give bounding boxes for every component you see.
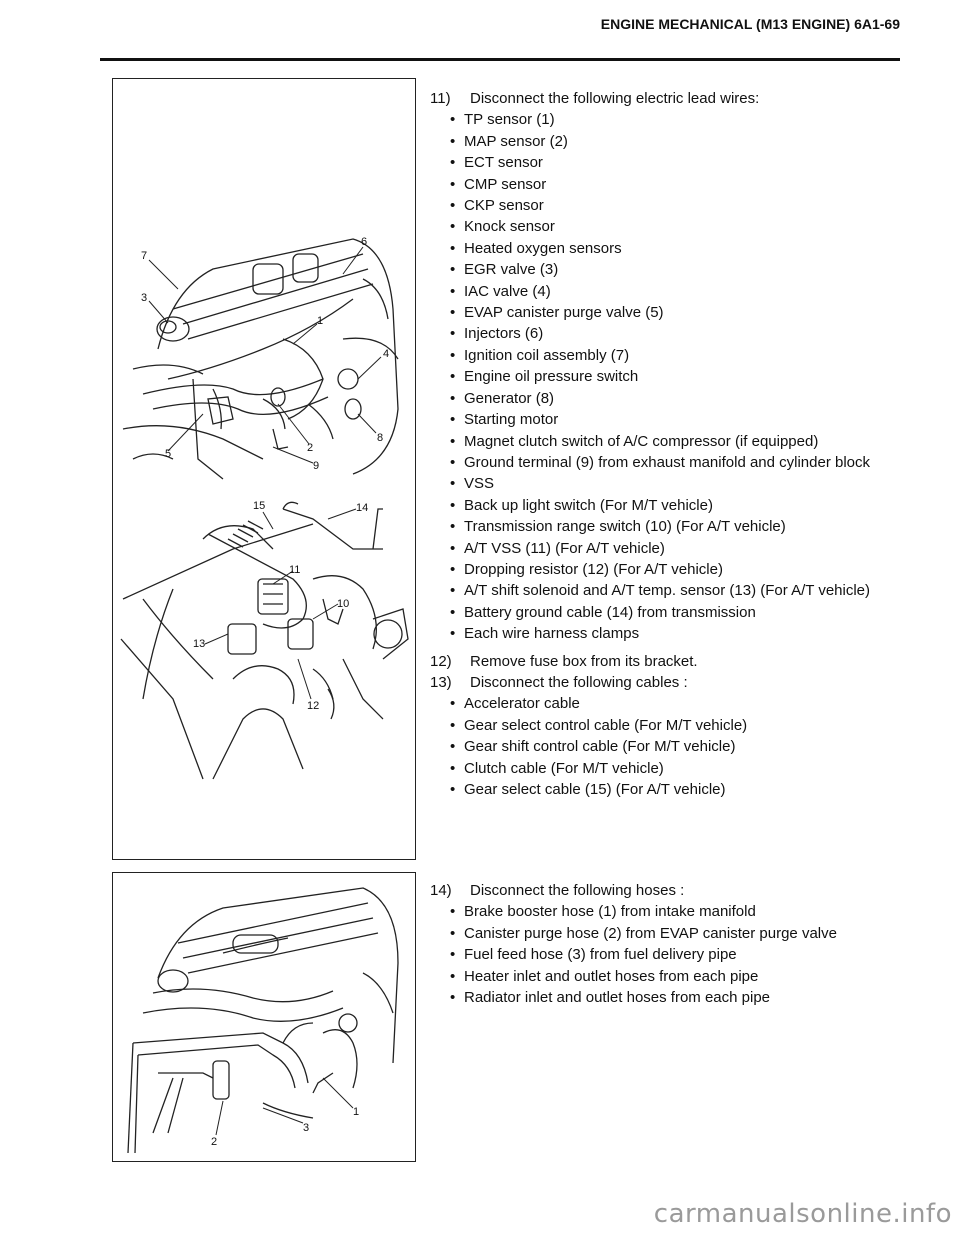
callout-15: 15 (253, 500, 266, 512)
list-item: • Canister purge hose (2) from EVAP canister purge valve (450, 923, 900, 944)
list-item: • Dropping resistor (12) (For A/T vehicle) (450, 559, 900, 580)
callout-14: 14 (356, 502, 369, 514)
step-number: 13) (430, 673, 452, 691)
callout-3: 3 (141, 292, 148, 304)
step-text: Disconnect the following hoses : (470, 882, 685, 899)
callout-3: 3 (303, 1122, 310, 1134)
list-item: • Starting motor (450, 409, 900, 430)
step-14-list (430, 901, 900, 1008)
callout-2: 2 (211, 1136, 218, 1148)
list-item: • Gear select control cable (For M/T vehicle) (450, 715, 900, 736)
list-item: • Engine oil pressure switch (450, 366, 900, 387)
list-item: • Gear select cable (15) (For A/T vehicle) (450, 779, 900, 800)
callout-12: 12 (307, 700, 320, 712)
list-item: • Radiator inlet and outlet hoses from each pipe (450, 987, 900, 1008)
list-item: • Magnet clutch switch of A/C compressor (if equipped) (450, 431, 900, 452)
list-item: • Clutch cable (For M/T vehicle) (450, 758, 900, 779)
header-rule (100, 58, 900, 61)
list-item: • Back up light switch (For M/T vehicle) (450, 495, 900, 516)
list-item: • VSS (450, 473, 900, 494)
list-item: • Battery ground cable (14) from transmission (450, 602, 900, 623)
list-item: • Knock sensor (450, 216, 900, 237)
list-item: • A/T shift solenoid and A/T temp. sensor (13) (For A/T vehicle) (450, 580, 900, 601)
engine-illustration-2 (112, 872, 416, 1162)
step-number: 14) (430, 882, 452, 899)
list-item: • ECT sensor (450, 152, 900, 173)
callout-8: 8 (377, 432, 384, 444)
list-item: • Fuel feed hose (3) from fuel delivery pipe (450, 944, 900, 965)
list-item: • IAC valve (4) (450, 281, 900, 302)
list-item: • EVAP canister purge valve (5) (450, 302, 900, 323)
step-number: 11) (430, 90, 451, 107)
list-item: • Generator (8) (450, 388, 900, 409)
list-item: • Heater inlet and outlet hoses from each pipe (450, 966, 900, 987)
callout-13: 13 (193, 638, 206, 650)
list-item: • CMP sensor (450, 174, 900, 195)
step-11 (430, 88, 900, 109)
callout-5: 5 (165, 448, 172, 460)
callout-4: 4 (383, 348, 390, 360)
list-item: • Gear shift control cable (For M/T vehicle) (450, 736, 900, 757)
callout-2: 2 (307, 442, 314, 454)
step-text: Remove fuse box from its bracket. (470, 652, 698, 670)
engine-drawing-1 (113, 79, 415, 859)
list-item: • Heated oxygen sensors (450, 238, 900, 259)
instructions-section-2 (430, 880, 900, 1008)
list-item: • Brake booster hose (1) from intake manifold (450, 901, 900, 922)
list-item: • Ground terminal (9) from exhaust manifold and cylinder block (450, 452, 900, 473)
callout-9: 9 (313, 460, 320, 472)
step-11-list (430, 109, 900, 644)
callout-1: 1 (317, 315, 324, 327)
engine-illustration-1 (112, 78, 416, 860)
list-item: • Each wire harness clamps (450, 623, 900, 644)
list-item: • Transmission range switch (10) (For A/T vehicle) (450, 516, 900, 537)
step-text: Disconnect the following electric lead wires: (470, 90, 760, 107)
step-13 (430, 672, 900, 693)
callout-11: 11 (289, 564, 301, 576)
list-item: • Injectors (6) (450, 323, 900, 344)
engine-drawing-2 (113, 873, 415, 1161)
callout-7: 7 (141, 250, 148, 262)
step-number: 12) (430, 652, 452, 670)
list-item: • Accelerator cable (450, 693, 900, 714)
step-text: Disconnect the following cables : (470, 673, 688, 691)
page-header: ENGINE MECHANICAL (M13 ENGINE) 6A1-69 (600, 16, 900, 32)
callout-10: 10 (337, 598, 350, 610)
list-item: • MAP sensor (2) (450, 131, 900, 152)
step-13-list (430, 693, 900, 800)
list-item: • TP sensor (1) (450, 109, 900, 130)
instructions-section-1 (430, 88, 900, 800)
step-14 (430, 880, 900, 901)
list-item: • Ignition coil assembly (7) (450, 345, 900, 366)
step-12 (430, 651, 900, 672)
list-item: • EGR valve (3) (450, 259, 900, 280)
list-item: • A/T VSS (11) (For A/T vehicle) (450, 538, 900, 559)
callout-6: 6 (361, 236, 368, 248)
list-item: • CKP sensor (450, 195, 900, 216)
watermark: carmanualsonline.info (653, 1199, 952, 1229)
callout-1: 1 (353, 1106, 360, 1118)
